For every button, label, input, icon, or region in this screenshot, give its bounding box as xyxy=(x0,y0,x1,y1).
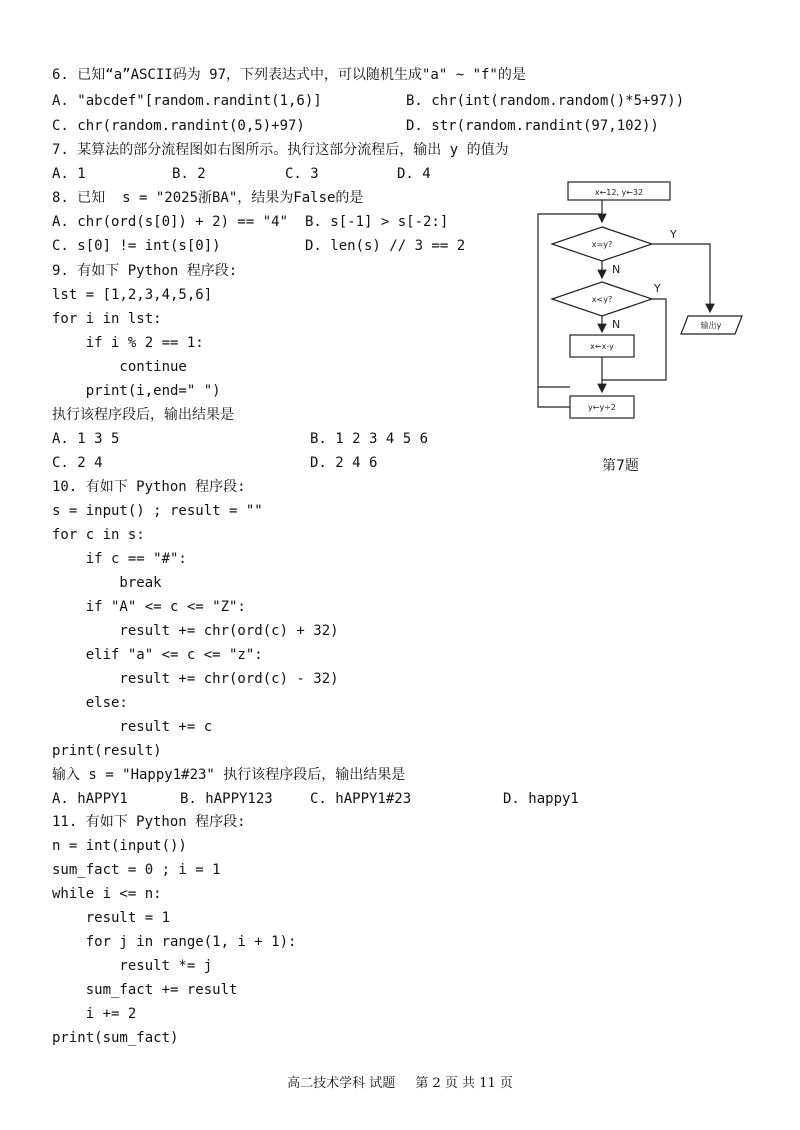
output-label: 输出y xyxy=(700,321,722,330)
code-line: break xyxy=(52,575,162,591)
cond2-label: x<y? xyxy=(591,295,613,304)
code-line: if "A" <= c <= "Z": xyxy=(52,599,246,615)
q9-option-b: B. 1 2 3 4 5 6 xyxy=(310,431,429,447)
q9-option-a: A. 1 3 5 xyxy=(52,431,120,447)
footer-page-number: 第 2 页 共 11 页 xyxy=(415,1076,513,1091)
no-label-2: N xyxy=(612,318,621,331)
q10-prompt: 输入 s = "Happy1#23" 执行该程序段后，输出结果是 xyxy=(52,767,406,783)
code-line: continue xyxy=(52,359,187,375)
flowchart-q7 xyxy=(530,172,760,442)
assign1-label: x←x-y xyxy=(590,342,614,351)
code-line: result *= j xyxy=(52,958,213,974)
q6-stem: 6. 已知“a”ASCII码为 97，下列表达式中，可以随机生成"a" ~ "f"的是 xyxy=(52,67,526,83)
init-label: x←12, y←32 xyxy=(594,188,644,197)
q9-option-d: D. 2 4 6 xyxy=(310,455,378,471)
q10-option-c: C. hAPPY1#23 xyxy=(310,791,412,807)
code-line: if i % 2 == 1: xyxy=(52,335,204,351)
q10-stem: 10. 有如下 Python 程序段: xyxy=(52,479,246,495)
q8-option-b: B. s[-1] > s[-2:] xyxy=(305,214,449,230)
code-line: else: xyxy=(52,695,128,711)
code-line: sum_fact += result xyxy=(52,982,238,998)
code-line: print(i,end=" ") xyxy=(52,383,221,399)
yes-label-2: Y xyxy=(654,282,661,295)
q6-option-b: B. chr(int(random.random()*5+97)) xyxy=(406,93,685,109)
code-line: for i in lst: xyxy=(52,311,162,327)
q10-option-b: B. hAPPY123 xyxy=(180,791,273,807)
q7-option-d: D. 4 xyxy=(397,166,431,182)
code-line: result += chr(ord(c) - 32) xyxy=(52,671,339,687)
q7-option-a: A. 1 xyxy=(52,166,86,182)
q8-stem: 8. 已知 s = "2025浙BA"，结果为False的是 xyxy=(52,190,364,206)
code-line: if c == "#": xyxy=(52,551,187,567)
q8-option-c: C. s[0] != int(s[0]) xyxy=(52,238,221,254)
code-line: for j in range(1, i + 1): xyxy=(52,934,297,950)
q9-prompt: 执行该程序段后，输出结果是 xyxy=(52,407,234,423)
q7-option-c: C. 3 xyxy=(285,166,319,182)
code-line: n = int(input()) xyxy=(52,838,187,854)
q9-option-c: C. 2 4 xyxy=(52,455,103,471)
footer-subject: 高二技术学科 试题 xyxy=(287,1076,396,1091)
code-line: result = 1 xyxy=(52,910,171,926)
code-line: result += chr(ord(c) + 32) xyxy=(52,623,339,639)
code-line: s = input() ; result = "" xyxy=(52,503,263,519)
q9-stem: 9. 有如下 Python 程序段: xyxy=(52,263,238,279)
q6-option-c: C. chr(random.randint(0,5)+97) xyxy=(52,118,305,134)
page-footer xyxy=(0,1072,800,1091)
cond1-label: x=y? xyxy=(591,240,613,249)
no-label-1: N xyxy=(612,263,621,276)
q7-stem: 7. 某算法的部分流程图如右图所示。执行这部分流程后，输出 y 的值为 xyxy=(52,142,509,158)
code-line: while i <= n: xyxy=(52,886,162,902)
code-line: i += 2 xyxy=(52,1006,137,1022)
q6-option-a: A. "abcdef"[random.randint(1,6)] xyxy=(52,93,322,109)
code-line: print(result) xyxy=(52,743,162,759)
q10-option-d: D. happy1 xyxy=(503,791,579,807)
q7-option-b: B. 2 xyxy=(172,166,206,182)
code-line: for c in s: xyxy=(52,527,145,543)
q6-option-d: D. str(random.randint(97,102)) xyxy=(406,118,659,134)
q10-option-a: A. hAPPY1 xyxy=(52,791,128,807)
code-line: sum_fact = 0 ; i = 1 xyxy=(52,862,221,878)
yes-label-1: Y xyxy=(670,228,677,241)
q8-option-a: A. chr(ord(s[0]) + 2) == "4" xyxy=(52,214,289,230)
figure-caption: 第7题 xyxy=(602,458,639,474)
code-line: result += c xyxy=(52,719,213,735)
code-line: lst = [1,2,3,4,5,6] xyxy=(52,287,213,303)
code-line: elif "a" <= c <= "z": xyxy=(52,647,263,663)
q8-option-d: D. len(s) // 3 == 2 xyxy=(305,238,466,254)
q11-stem: 11. 有如下 Python 程序段: xyxy=(52,814,246,830)
code-line: print(sum_fact) xyxy=(52,1030,179,1046)
assign2-label: y←y÷2 xyxy=(588,403,616,412)
